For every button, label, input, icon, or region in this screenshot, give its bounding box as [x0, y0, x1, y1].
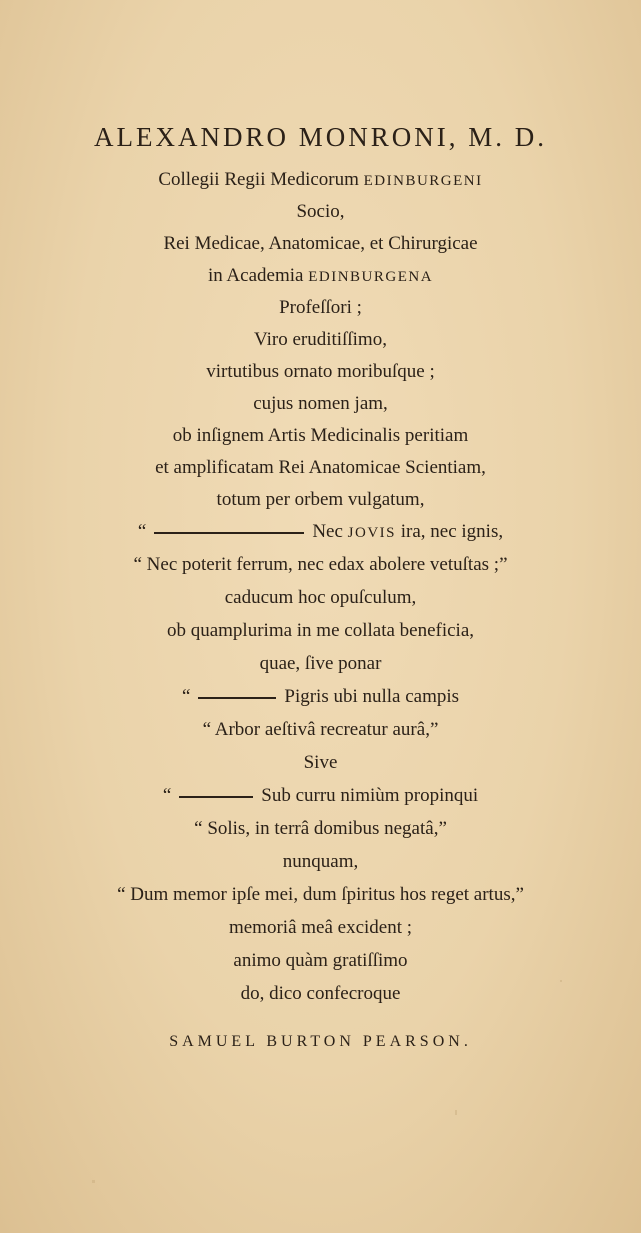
- quotation-line: [0, 553, 641, 577]
- dedication-line: et amplificatam Rei Anatomicae Scientiam,: [155, 457, 486, 478]
- dedication-line: cujus nomen jam,: [253, 393, 388, 414]
- author-signature: SAMUEL BURTON PEARSON.: [169, 1033, 472, 1050]
- dedication-line: Viro eruditiſſimo,: [254, 329, 387, 350]
- dedication-line: memoriâ meâ excident ;: [228, 917, 413, 938]
- open-quote: “: [181, 686, 191, 707]
- em-dash-rule: [198, 697, 276, 699]
- open-quote: “: [133, 554, 142, 575]
- open-quote: “: [194, 818, 203, 839]
- text-segment: Solis, in terrâ domibus negatâ,”: [207, 818, 447, 839]
- text-segment: Sub curru nimiùm propinqui: [261, 785, 479, 806]
- dedication-line: ob inſignem Artis Medicinalis peritiam: [172, 425, 469, 446]
- small-caps-segment: EDINBURGENI: [363, 173, 483, 189]
- dedication-line: ob quamplurima in me collata beneficia,: [166, 620, 475, 641]
- small-caps-segment: JOVIS: [347, 525, 396, 541]
- paper-fleck: [455, 1110, 457, 1115]
- small-caps-segment: EDINBURGENA: [308, 269, 434, 285]
- dedication-line: [0, 168, 641, 193]
- dedication-line: quae, ſive ponar: [259, 653, 382, 674]
- open-quote: “: [162, 785, 172, 806]
- text-segment: ira, nec ignis,: [400, 521, 504, 542]
- dedication-line: caducum hoc opuſculum,: [224, 587, 417, 608]
- quotation-line: [0, 817, 641, 841]
- quotation-line: [0, 883, 641, 907]
- dedication-line: Rei Medicae, Anatomicae, et Chirurgicae: [163, 233, 478, 254]
- quotation-line: [0, 685, 641, 709]
- dedication-line: Socio,: [296, 201, 345, 222]
- dedication-line: nunquam,: [282, 851, 359, 872]
- text-segment: Arbor aeſtivâ recreatur aurâ,”: [214, 719, 439, 740]
- quotation-line: [0, 520, 641, 545]
- dedication-line: Profeſſori ;: [279, 297, 362, 318]
- paper-fleck: [92, 1180, 95, 1183]
- dedication-line: animo quàm gratiſſimo: [233, 950, 408, 971]
- em-dash-rule: [179, 796, 253, 798]
- open-quote: “: [137, 521, 147, 542]
- dedication-line: Sive: [303, 752, 338, 773]
- dedication-line: do, dico confecroque: [240, 983, 401, 1004]
- text-segment: Nec: [312, 521, 343, 542]
- text-segment: Collegii Regii Medicorum: [158, 169, 359, 190]
- quotation-line: [0, 784, 641, 808]
- text-segment: Dum memor ipſe mei, dum ſpiritus hos reget artus,”: [130, 884, 524, 905]
- quotation-line: [0, 718, 641, 742]
- em-dash-rule: [154, 532, 304, 534]
- text-segment: Pigris ubi nulla campis: [284, 686, 460, 707]
- dedication-line: [0, 264, 641, 289]
- text-segment: in Academia: [207, 265, 304, 286]
- dedicatee-name-heading: ALEXANDRO MONRONI, M. D.: [94, 122, 547, 152]
- dedication-line: totum per orbem vulgatum,: [216, 489, 425, 510]
- text-segment: Nec poterit ferrum, nec edax abolere vetuſtas ;”: [146, 554, 508, 575]
- open-quote: “: [117, 884, 126, 905]
- dedication-line: virtutibus ornato moribuſque ;: [206, 361, 435, 382]
- open-quote: “: [202, 719, 212, 740]
